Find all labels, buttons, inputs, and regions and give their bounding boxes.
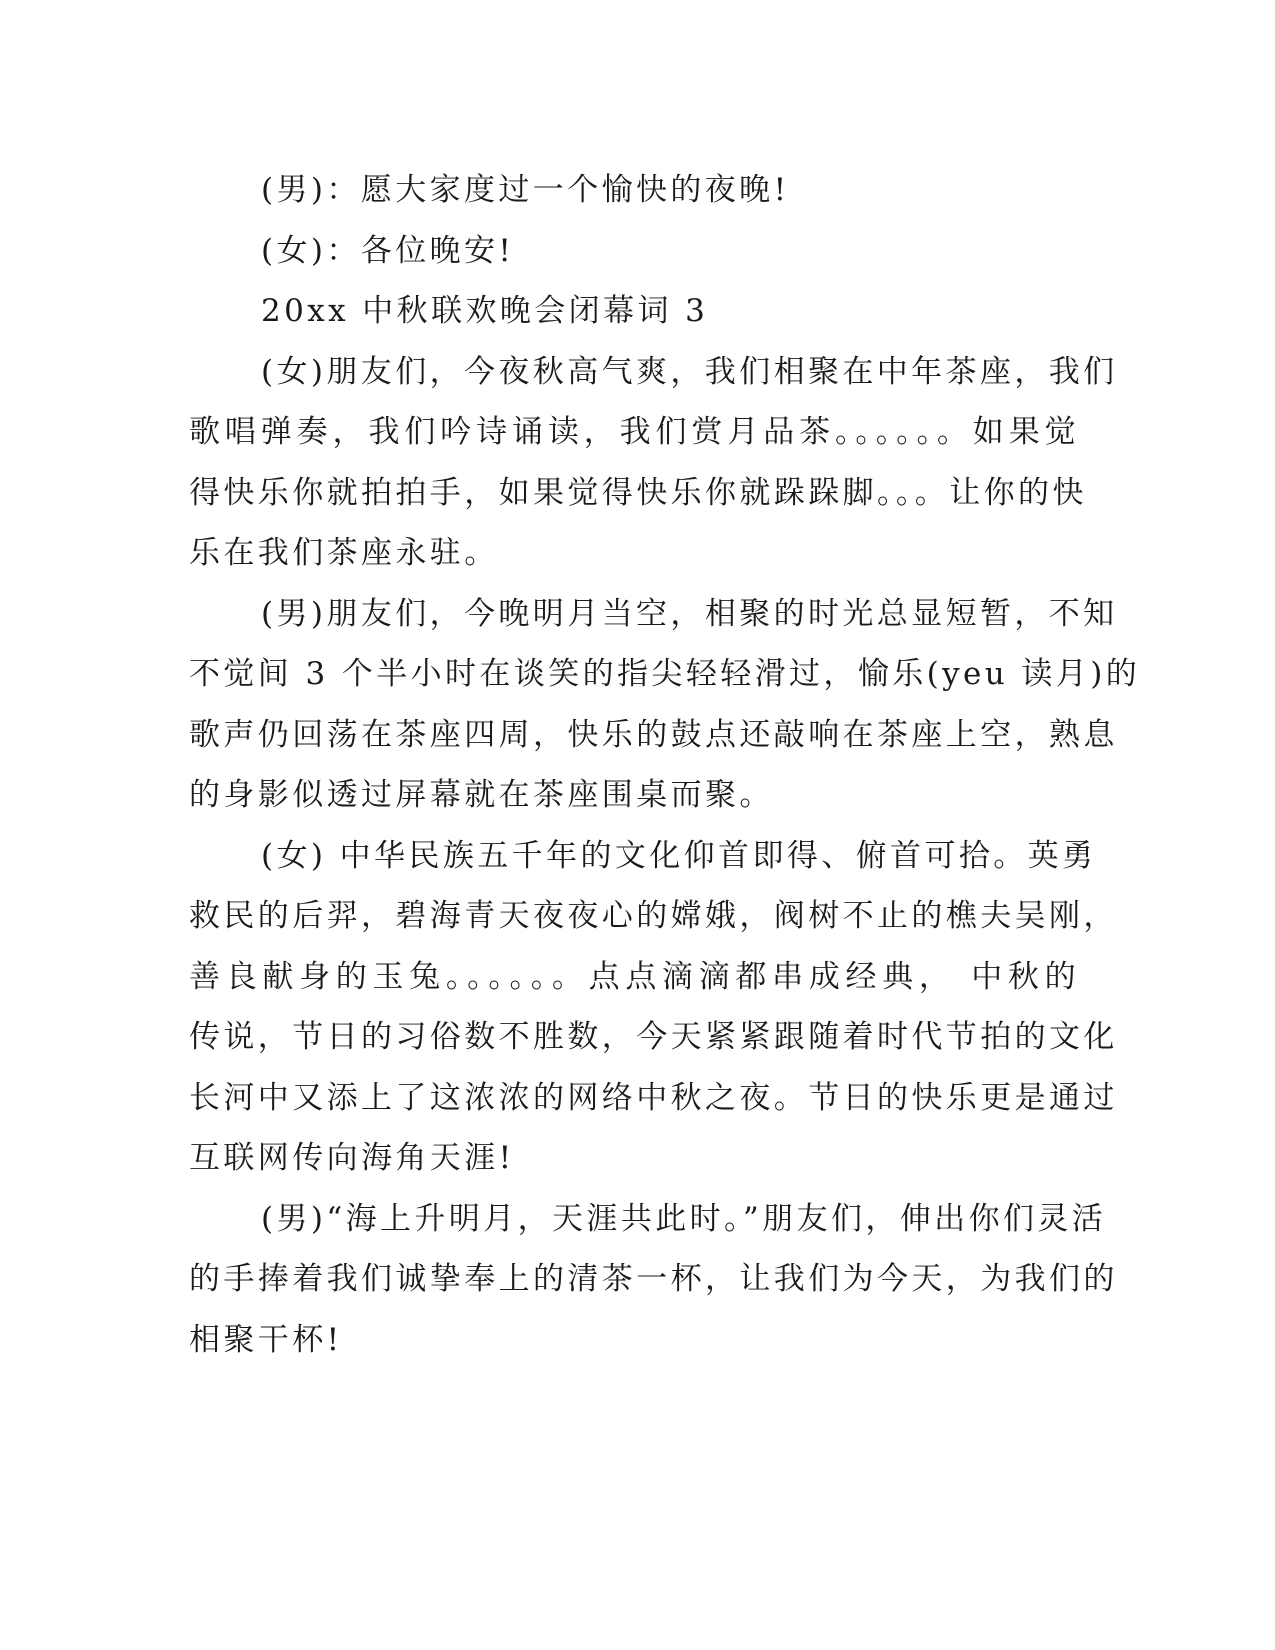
paragraph-line: 不觉间 3 个半小时在谈笑的指尖轻轻滑过，愉乐(yeu 读月)的 [189, 656, 1141, 692]
paragraph-line: 歌声仍回荡在茶座四周，快乐的鼓点还敲响在茶座上空，熟息 [189, 716, 1118, 753]
paragraph-line: (女) 中华民族五千年的文化仰首即得、俯首可拾。英勇 [261, 837, 1097, 874]
paragraph-line: 得快乐你就拍拍手，如果觉得快乐你就跺跺脚。。。让你的快 [189, 474, 1087, 511]
paragraph-line: 救民的后羿，碧海青天夜夜心的嫦娥，阀树不止的樵夫吴刚， [189, 898, 1118, 934]
paragraph-line: (男)朋友们，今晚明月当空，相聚的时光总显短暂，不知 [261, 595, 1118, 632]
paragraph-line: 传说，节日的习俗数不胜数，今天紧紧跟随着时代节拍的文化 [189, 1019, 1118, 1055]
paragraph-line: 乐在我们茶座永驻。 [189, 535, 499, 571]
paragraph-line: 互联网传向海角天涯! [189, 1140, 515, 1176]
paragraph-line: 善良献身的玉兔。。。。。。点点滴滴都串成经典， 中秋的 [189, 958, 1079, 995]
paragraph-line: 长河中又添上了这浓浓的网络中秋之夜。节日的快乐更是通过 [189, 1079, 1118, 1116]
paragraph-female-1 [189, 342, 1118, 584]
paragraph-line: 的身影似透过屏幕就在茶座围桌而聚。 [189, 777, 774, 813]
paragraph-line: 歌唱弹奏，我们吟诗诵读，我们赏月品茶。。。。。。如果觉 [189, 414, 1079, 450]
document-body [189, 160, 1141, 1370]
paragraph-male-1 [189, 584, 1141, 826]
closing-line-male: (男)：愿大家度过一个愉快的夜晚! [261, 172, 790, 208]
paragraph-line: (女)朋友们，今夜秋高气爽，我们相聚在中年茶座，我们 [261, 353, 1118, 390]
paragraph-line: (男)“海上升明月，天涯共此时。”朋友们，伸出你们灵活 [261, 1200, 1107, 1237]
paragraph-line: 的手捧着我们诚挚奉上的清茶一杯，让我们为今天，为我们的 [189, 1261, 1118, 1297]
paragraph-female-2 [189, 826, 1118, 1189]
paragraph-male-2 [189, 1189, 1118, 1371]
closing-line-female: (女)：各位晚安! [261, 232, 515, 269]
paragraph-line: 相聚干杯! [189, 1321, 343, 1358]
section-heading: 20xx 中秋联欢晚会闭幕词 3 [261, 293, 709, 329]
